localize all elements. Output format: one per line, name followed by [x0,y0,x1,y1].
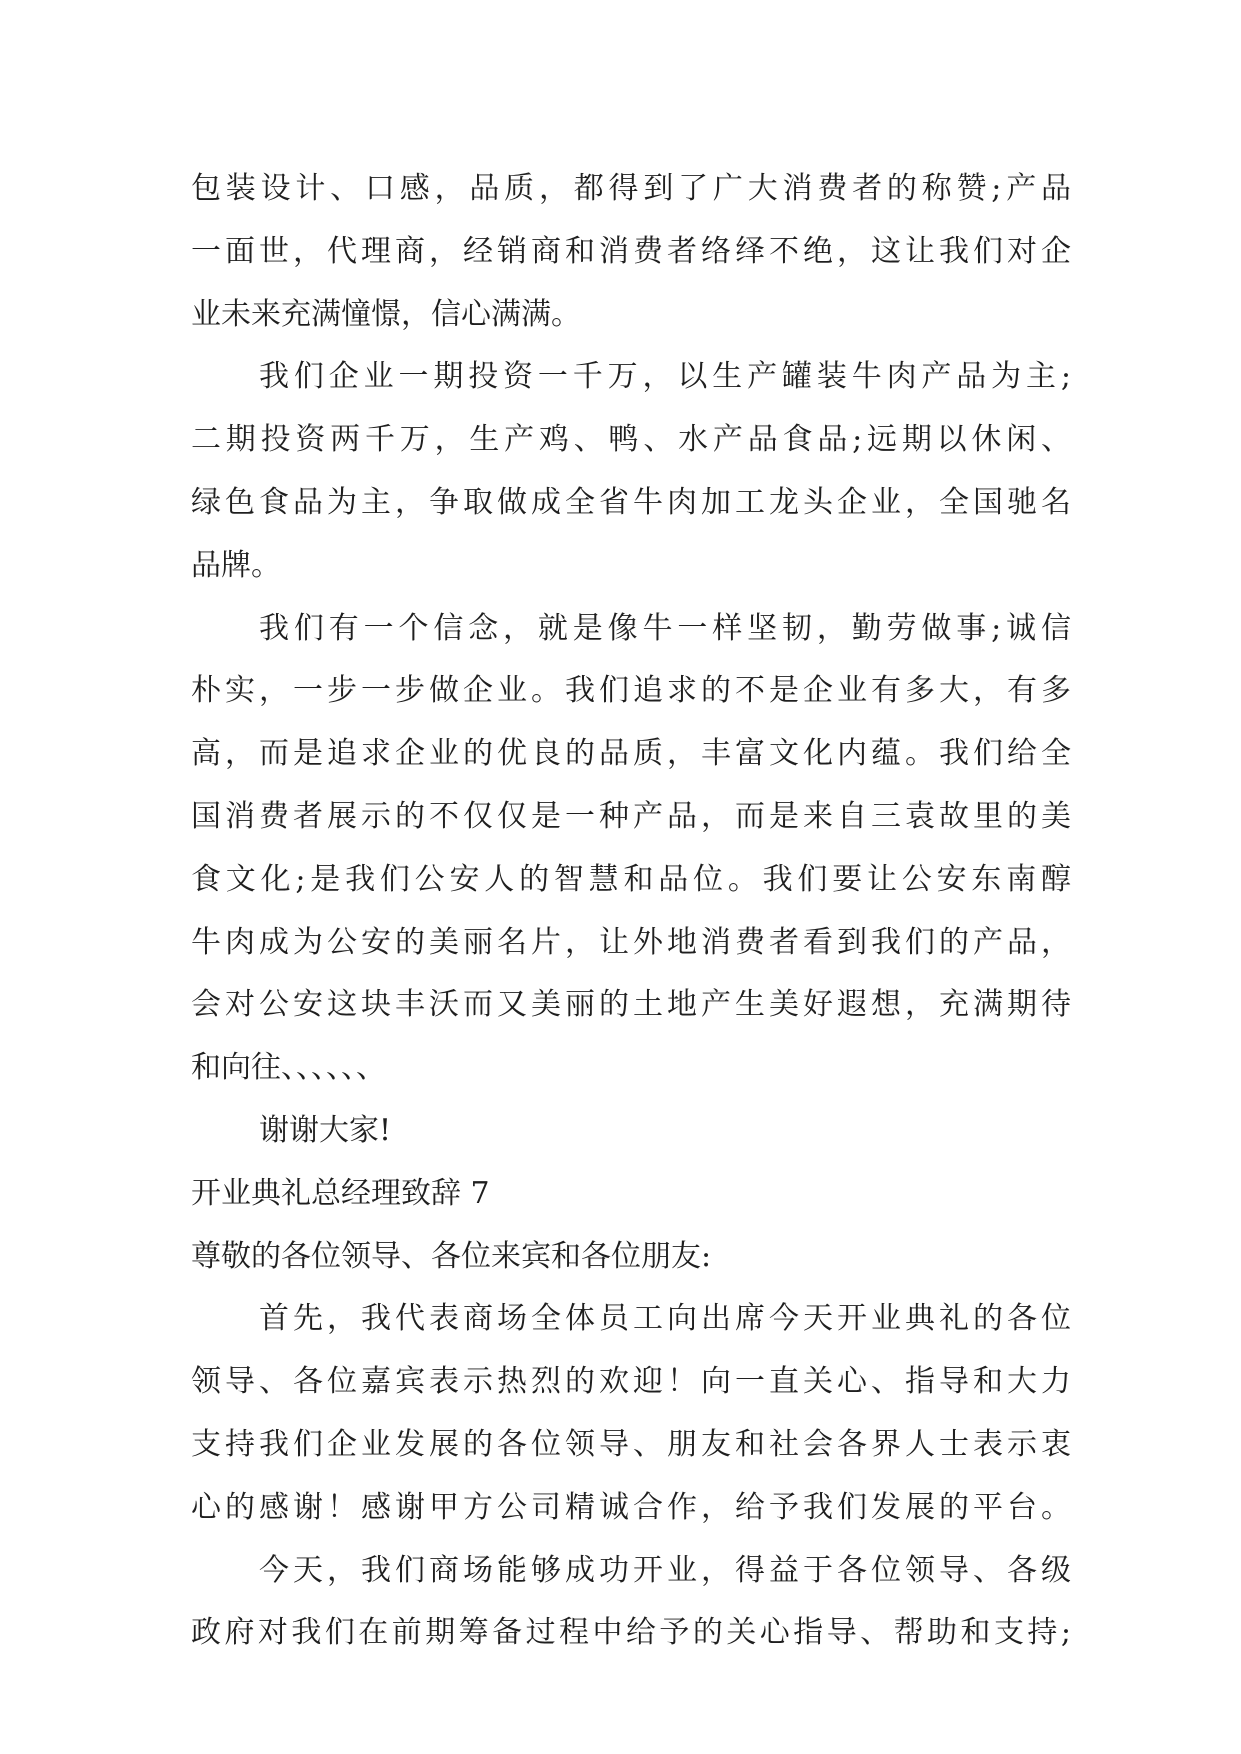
text-line: 品牌。 [191,547,281,583]
text-line: 我们有一个信念，就是像牛一样坚韧，勤劳做事;诚信 [259,610,1071,646]
text-line: 领导、各位嘉宾表示热烈的欢迎！向一直关心、指导和大力 [191,1364,1071,1400]
text-line: 政府对我们在前期筹备过程中给予的关心指导、帮助和支持; [191,1615,1071,1651]
text-line: 二期投资两千万，生产鸡、鸭、水产品食品;远期以休闲、 [191,422,1071,458]
text-line: 支持我们企业发展的各位领导、朋友和社会各界人士表示衷 [191,1426,1071,1462]
text-line: 朴实，一步一步做企业。我们追求的不是企业有多大，有多 [191,673,1071,709]
section-heading: 开业典礼总经理致辞 7 [191,1175,490,1211]
text-line: 包装设计、口感，品质，都得到了广大消费者的称赞;产品 [191,171,1071,206]
text-line: 心的感谢！感谢甲方公司精诚合作，给予我们发展的平台。 [191,1489,1071,1525]
text-line: 会对公安这块丰沃而又美丽的土地产生美好遐想，充满期待 [191,987,1071,1023]
text-line: 国消费者展示的不仅仅是一种产品，而是来自三袁故里的美 [191,798,1071,834]
document-body [191,158,1071,1665]
text-line: 绿色食品为主，争取做成全省牛肉加工龙头企业，全国驰名 [191,484,1071,520]
text-line: 业未来充满憧憬，信心满满。 [191,296,581,332]
text-line: 和向往、、、、、、 [191,1050,386,1086]
text-line: 牛肉成为公安的美丽名片，让外地消费者看到我们的产品， [191,924,1071,960]
text-line: 首先，我代表商场全体员工向出席今天开业典礼的各位 [259,1301,1071,1337]
text-line: 谢谢大家! [259,1112,392,1148]
text-line: 我们企业一期投资一千万，以生产罐装牛肉产品为主; [259,359,1071,395]
text-line: 一面世，代理商，经销商和消费者络绎不绝，这让我们对企 [191,233,1071,269]
text-line: 食文化;是我们公安人的智慧和品位。我们要让公安东南醇 [191,861,1071,897]
text-line: 今天，我们商场能够成功开业，得益于各位领导、各级 [259,1552,1071,1588]
salutation-line: 尊敬的各位领导、各位来宾和各位朋友: [191,1238,712,1274]
text-line: 高，而是追求企业的优良的品质，丰富文化内蕴。我们给全 [191,736,1071,772]
